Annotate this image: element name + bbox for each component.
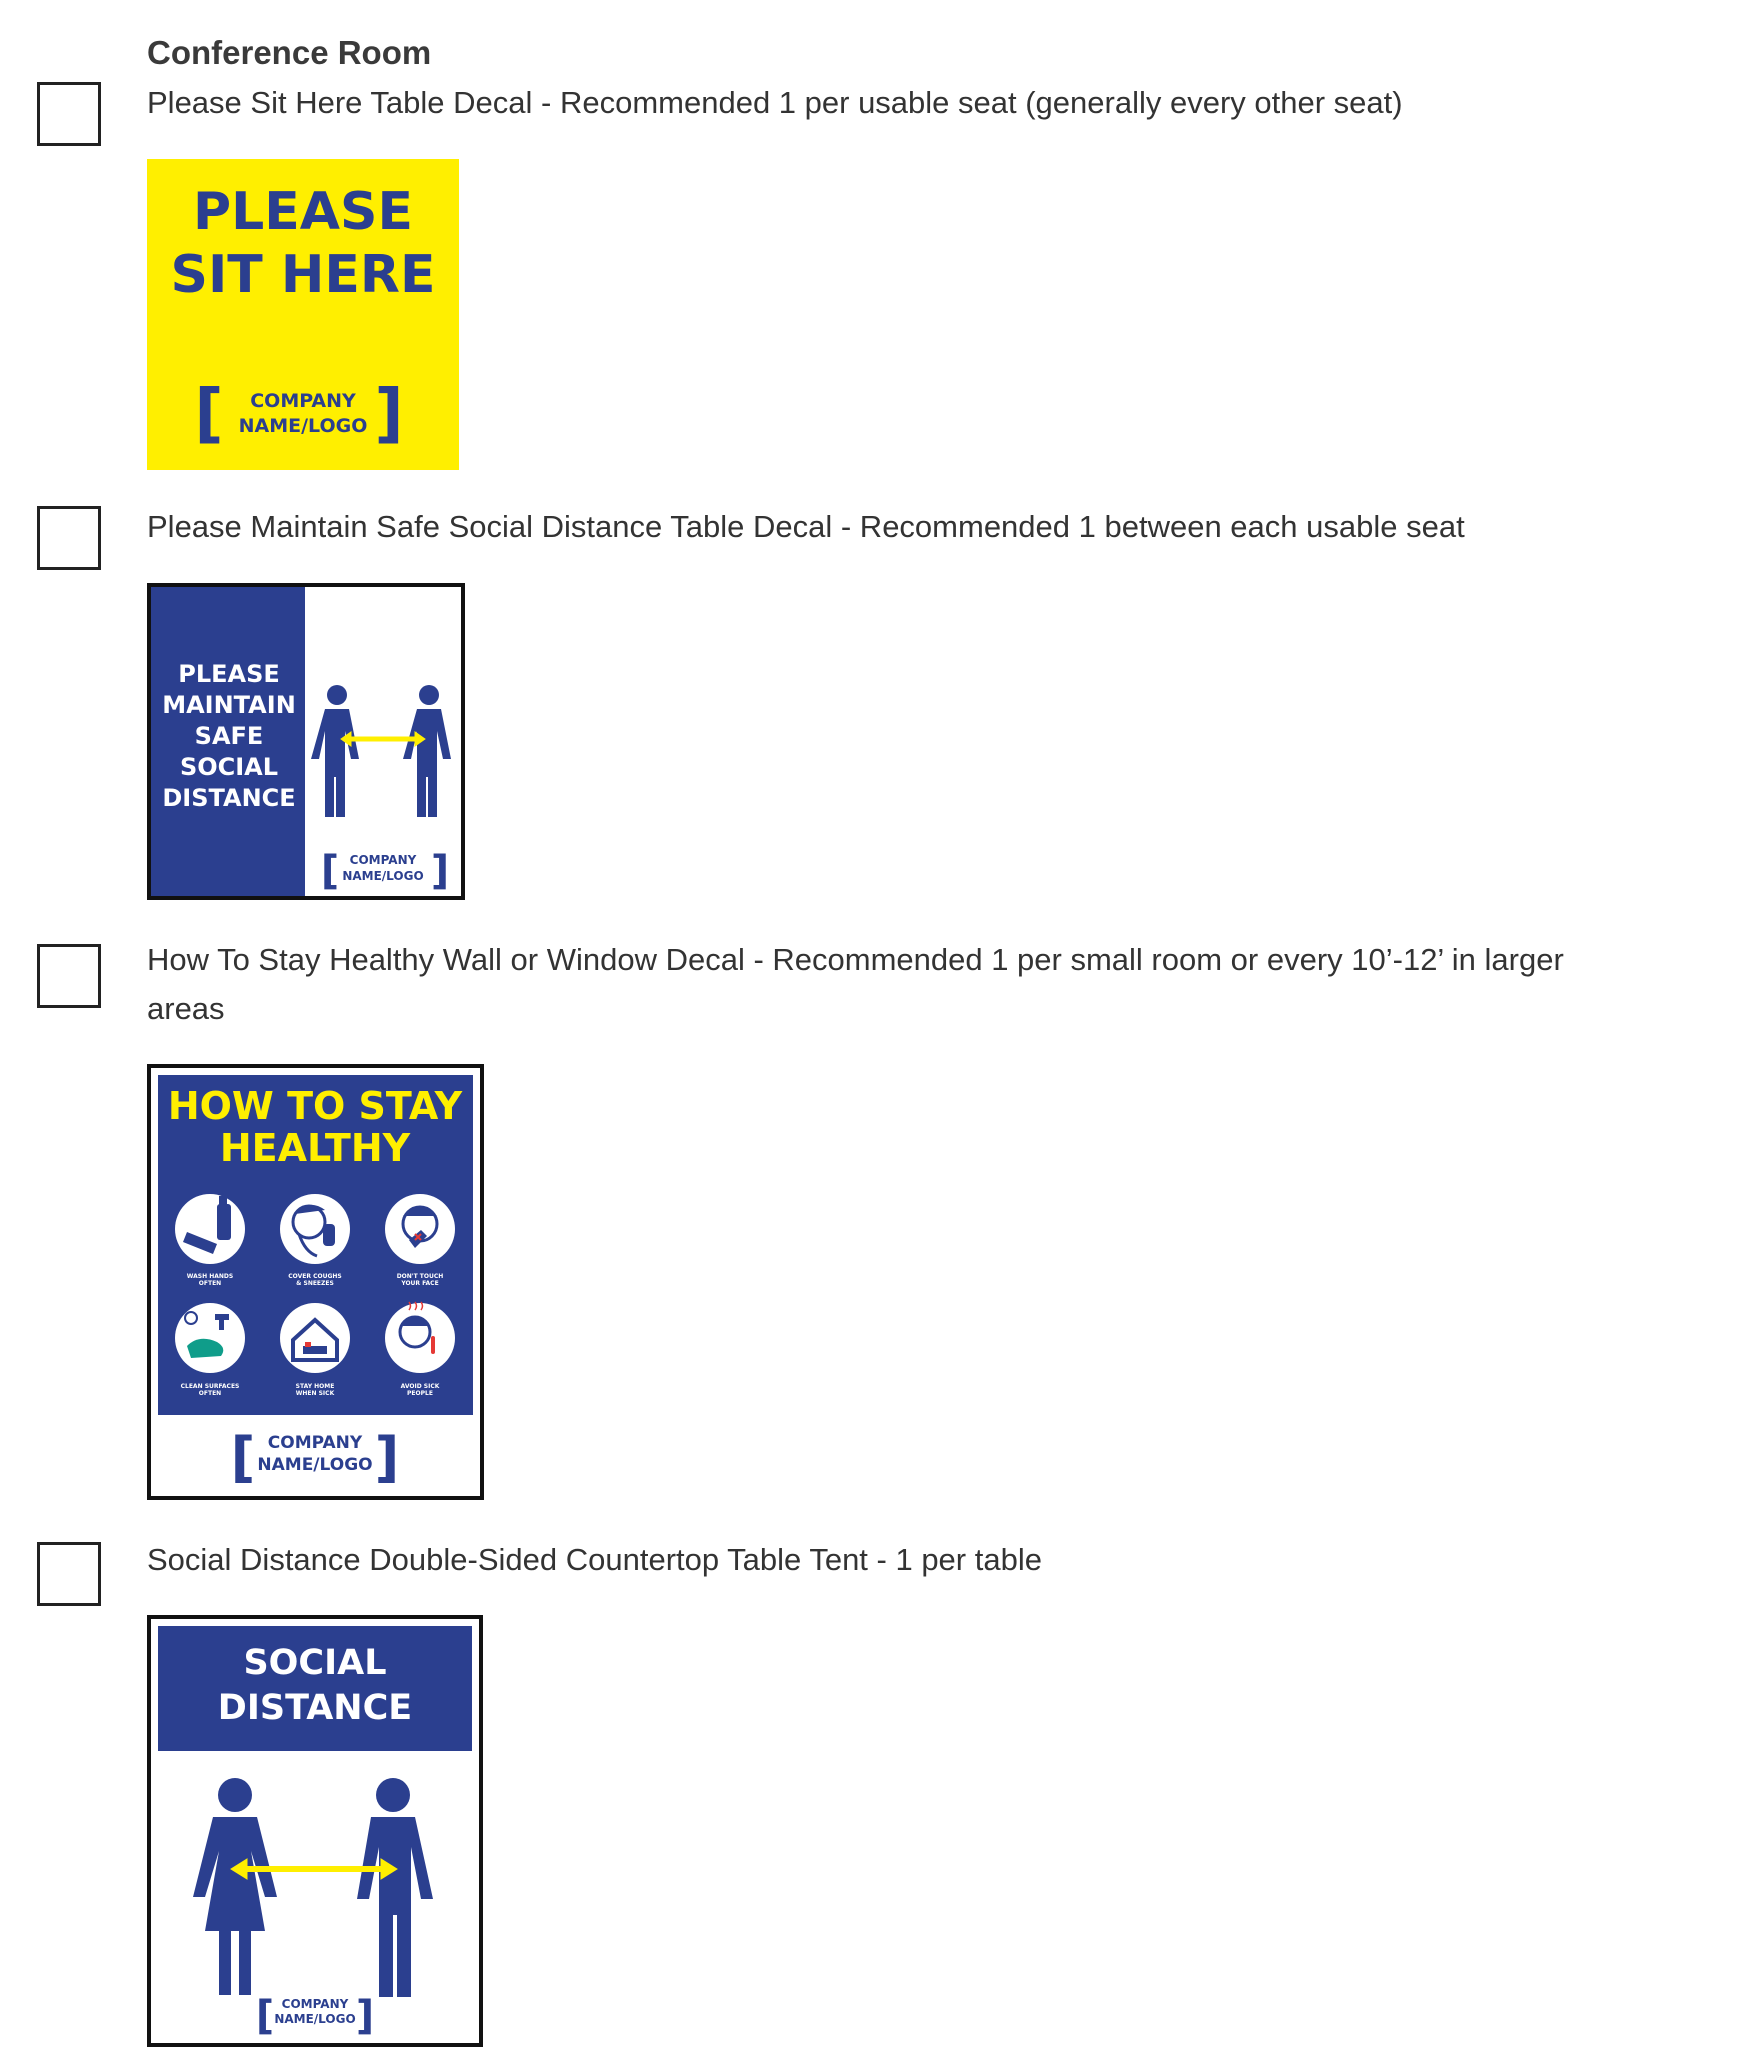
bracket-left-icon: [ [255,1993,275,2039]
item-label: Please Maintain Safe Social Distance Table Decal - Recommended 1 between each usable seat [147,509,1465,544]
checkbox-social-distance-tent[interactable] [37,1542,101,1606]
wash-hands-icon [175,1194,245,1264]
tip-label: PEOPLE [407,1390,433,1397]
bracket-right-icon: ] [374,377,404,451]
sign-line: PLEASE [178,660,280,688]
logo-text: COMPANY [349,853,417,867]
tip-label: CLEAN SURFACES [180,1383,240,1390]
item-label: Please Sit Here Table Decal - Recommended 1 per usable seat (generally every other seat) [147,85,1403,120]
how-to-stay-healthy-decal-image [147,1064,484,1500]
logo-text: NAME/LOGO [238,415,368,437]
tip-label: AVOID SICK [400,1383,440,1390]
tip-label: OFTEN [198,1390,222,1397]
tip-label: DON'T TOUCH [396,1273,444,1280]
item-label: Social Distance Double-Sided Countertop Table Tent - 1 per table [147,1542,1042,1577]
sign-line: SAFE [194,722,264,750]
tip-label: OFTEN [198,1280,222,1287]
logo-text: COMPANY [281,1997,349,2011]
sign-line: DISTANCE [217,1688,413,1728]
social-distance-tent-image [147,1615,483,2047]
logo-text: NAME/LOGO [257,1455,373,1475]
poster-title: HOW TO STAY [167,1084,463,1128]
checkbox-maintain-social-distance[interactable] [37,506,101,570]
section-title: Conference Room [147,34,432,71]
logo-text: NAME/LOGO [274,2012,356,2026]
bracket-right-icon: ] [355,1993,375,2039]
tip-label: COVER COUGHS [288,1273,342,1280]
bracket-left-icon: [ [320,848,340,894]
please-sit-here-decal-image [147,159,459,470]
cover-cough-icon [280,1194,350,1264]
sign-line: MAINTAIN [162,691,296,719]
sign-line: SOCIAL [243,1643,387,1683]
bracket-right-icon: ] [430,848,450,894]
bracket-left-icon: [ [194,377,224,451]
maintain-social-distance-decal-image [147,583,465,900]
bracket-right-icon: ] [374,1426,400,1489]
sign-line: DISTANCE [162,784,296,812]
bracket-left-icon: [ [230,1426,256,1489]
tip-label: & SNEEZES [296,1280,334,1287]
sign-line: SOCIAL [179,753,279,781]
dont-touch-face-icon [385,1194,455,1264]
clean-surfaces-icon [175,1303,245,1373]
logo-text: COMPANY [250,390,356,412]
sign-line: PLEASE [193,182,413,242]
checkbox-how-to-stay-healthy[interactable] [37,944,101,1008]
tip-label: WASH HANDS [186,1273,234,1280]
tip-label: YOUR FACE [401,1280,439,1287]
sign-line: SIT HERE [170,245,436,305]
logo-text: COMPANY [267,1433,363,1453]
tip-label: STAY HOME [295,1383,335,1390]
tip-label: WHEN SICK [295,1390,335,1397]
checkbox-please-sit-here[interactable] [37,82,101,146]
logo-text: NAME/LOGO [342,869,424,883]
item-label: How To Stay Healthy Wall or Window Decal - Recommended 1 per small room or every 10’-12’ in larger areas [147,942,1564,1026]
stay-home-icon [280,1303,350,1373]
poster-title: HEALTHY [219,1126,411,1170]
